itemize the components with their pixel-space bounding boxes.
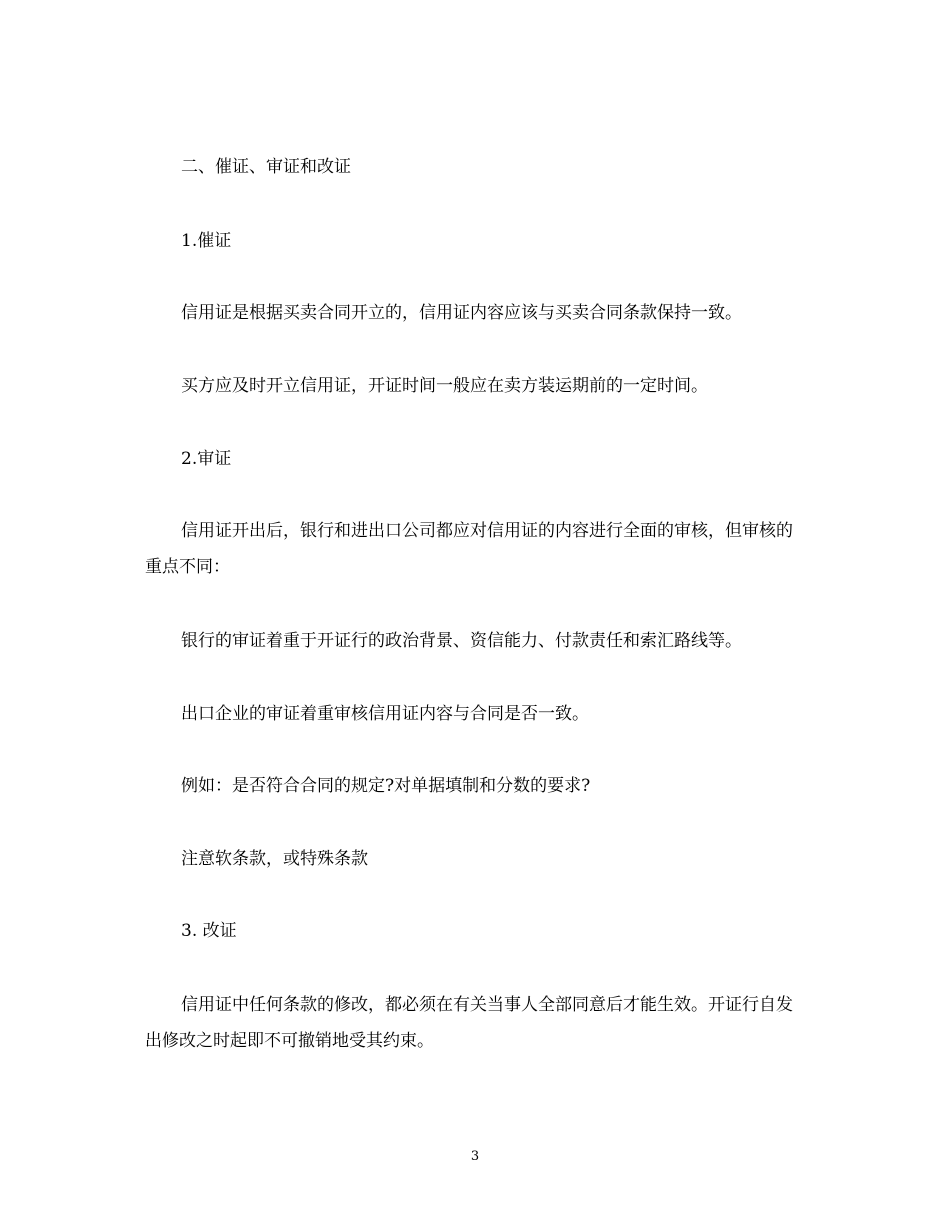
page-number: 3 [470,1149,480,1164]
paragraph: 信用证是根据买卖合同开立的，信用证内容应该与买卖合同条款保持一致。 [181,303,742,323]
subsection-heading-1: 1.催证 [181,231,232,251]
subsection-heading-3: 3. 改证 [181,921,237,941]
paragraph: 银行的审证着重于开证行的政治背景、资信能力、付款责任和索汇路线等。 [181,631,742,651]
section-heading: 二、催证、审证和改证 [181,157,351,177]
paragraph: 信用证开出后，银行和进出口公司都应对信用证的内容进行全面的审核，但审核的重点不同： [145,521,793,577]
paragraph: 出口企业的审证着重审核信用证内容与合同是否一致。 [181,704,589,724]
paragraph: 信用证中任何条款的修改，都必须在有关当事人全部同意后才能生效。开证行自发出修改之时起即不可撤销地受其约束。 [145,995,793,1051]
paragraph: 买方应及时开立信用证，开证时间一般应在卖方装运期前的一定时间。 [181,376,708,396]
paragraph: 注意软条款，或特殊条款 [181,849,368,869]
paragraph: 例如：是否符合合同的规定?对单据填制和分数的要求? [181,776,591,796]
subsection-heading-2: 2.审证 [181,449,232,469]
